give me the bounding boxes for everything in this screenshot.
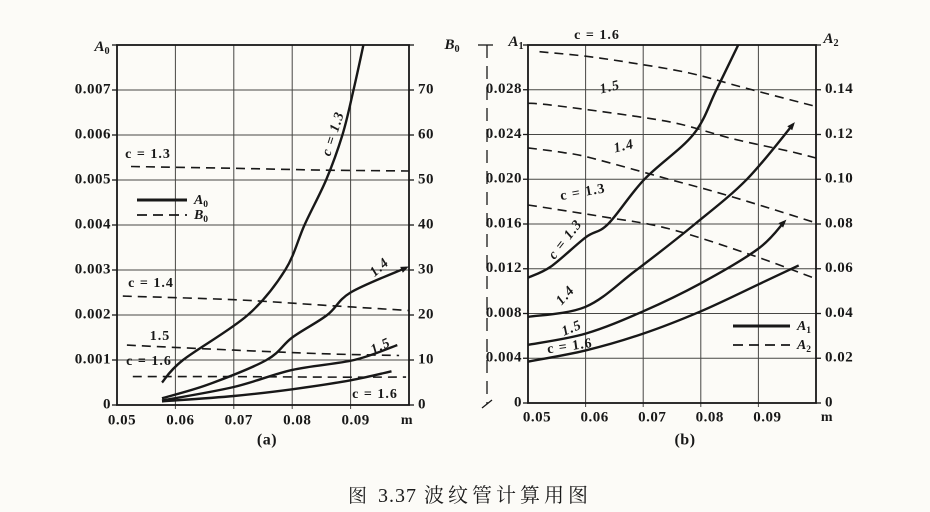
caption-figure-number: 3.37 (378, 485, 418, 507)
x-tick-label: 0.07 (638, 409, 667, 426)
y-right-tick-label: 40 (418, 216, 434, 233)
y-right-tick-label: 0.12 (825, 125, 854, 142)
y-right-tick-label: 70 (418, 81, 434, 98)
curves (528, 45, 816, 362)
y-left-axis-title: $A_0$ (94, 39, 110, 58)
curve-label: 1.5 (559, 317, 585, 340)
x-tick-label: 0.09 (753, 409, 782, 426)
curve-label: c = 1.3 (559, 181, 607, 205)
chart-b (478, 28, 853, 448)
curve-label: c = 1.6 (352, 387, 398, 403)
chart-a (75, 37, 460, 448)
y-right-tick-label: 20 (418, 306, 434, 323)
y-left-tick-label: 0.004 (74, 216, 111, 233)
y-right-axis-title: $B_0$ (444, 37, 460, 56)
curve-c-1.3-A0 (162, 45, 363, 383)
y-right-tick-label: 60 (418, 126, 434, 143)
legend (137, 193, 208, 225)
legend (733, 319, 811, 355)
y-left-tick-label: 0.028 (485, 81, 522, 98)
legend-label: $B_0$ (193, 208, 209, 226)
curve-label: c = 1.3 (125, 147, 171, 163)
curve-label: c = 1.3 (545, 217, 586, 263)
x-tick-label: 0.08 (283, 412, 312, 429)
curve-label: 1.4 (553, 283, 579, 309)
legend-label: $A_2$ (796, 338, 812, 356)
y-left-tick-label: 0.024 (485, 125, 522, 142)
y-right-tick-label: 0.02 (825, 349, 854, 366)
subplot-caption: (a) (256, 431, 278, 449)
y-right-tick-label: 0 (418, 396, 426, 413)
curves (123, 45, 409, 401)
x-axis-unit: m (400, 413, 414, 429)
x-axis-unit: m (820, 410, 834, 426)
y-left-tick-label: 0.008 (485, 304, 522, 321)
y-left-tick-label: 0.002 (74, 306, 111, 323)
curve-label: c = 1.6 (574, 28, 620, 44)
y-left-tick-label: 0.012 (485, 260, 522, 277)
y-right-tick-label: 0.04 (825, 304, 854, 321)
curve-c-1.6-B0 (133, 377, 406, 378)
curve-label: c = 1.4 (128, 276, 174, 292)
curve-label: 1.5 (368, 335, 394, 358)
y-left-tick-label: 0 (103, 396, 111, 413)
curve-c-1.4-A0 (162, 268, 406, 399)
axis-labels (75, 37, 460, 428)
curve-c-1.4-A2 (528, 148, 816, 223)
x-tick-label: 0.07 (224, 412, 253, 429)
curve-c-1.3-B0 (131, 167, 409, 172)
x-tick-label: 0.09 (341, 412, 370, 429)
y-left-tick-label: 0 (514, 394, 522, 411)
y-right-tick-label: 0.06 (825, 260, 854, 277)
y-right-axis-title: $A_2$ (823, 31, 839, 50)
caption-figure-word: 图 (348, 486, 370, 507)
y-left-tick-label: 0.020 (485, 170, 522, 187)
figure-caption (348, 479, 592, 508)
x-tick-label: 0.05 (107, 412, 137, 429)
curve-labels (546, 28, 636, 357)
y-left-tick-label: 0.001 (74, 351, 111, 368)
x-tick-label: 0.06 (580, 409, 609, 426)
y-left-axis-title: $A_1$ (508, 34, 524, 53)
y-left-tick-label: 0.007 (74, 81, 111, 98)
y-left-tick-label: 0.004 (485, 349, 522, 366)
x-tick-label: 0.08 (695, 409, 724, 426)
curve-label: c = 1.6 (126, 354, 172, 370)
curve-label: 1.4 (612, 136, 636, 157)
y-left-tick-label: 0.005 (74, 171, 111, 188)
legend-label: $A_0$ (193, 193, 209, 211)
y-right-tick-label: 0.10 (825, 170, 854, 187)
y-right-tick-label: 50 (418, 171, 434, 188)
curve-c-1.6-A2 (540, 52, 817, 107)
y-right-tick-label: 10 (418, 351, 434, 368)
y-left-tick-label: 0.003 (74, 261, 111, 278)
y-right-tick-label: 0 (825, 394, 833, 411)
subplot-caption: (b) (674, 431, 696, 449)
x-tick-label: 0.05 (522, 409, 552, 426)
curve-label: c = 1.3 (319, 109, 348, 158)
curve-label: 1.4 (367, 255, 393, 281)
legend-label: $A_1$ (796, 319, 812, 337)
curve-label: c = 1.6 (546, 336, 594, 358)
curve-label: 1.5 (149, 329, 171, 345)
x-tick-label: 0.06 (166, 412, 195, 429)
y-left-tick-label: 0.016 (485, 215, 522, 232)
caption-title: 波纹管计算用图 (424, 485, 593, 507)
curve-label: 1.5 (598, 77, 622, 98)
y-right-tick-label: 0.14 (825, 81, 854, 98)
y-right-tick-label: 30 (418, 261, 434, 278)
y-right-tick-label: 0.08 (825, 215, 854, 232)
y-left-tick-label: 0.006 (74, 126, 111, 143)
